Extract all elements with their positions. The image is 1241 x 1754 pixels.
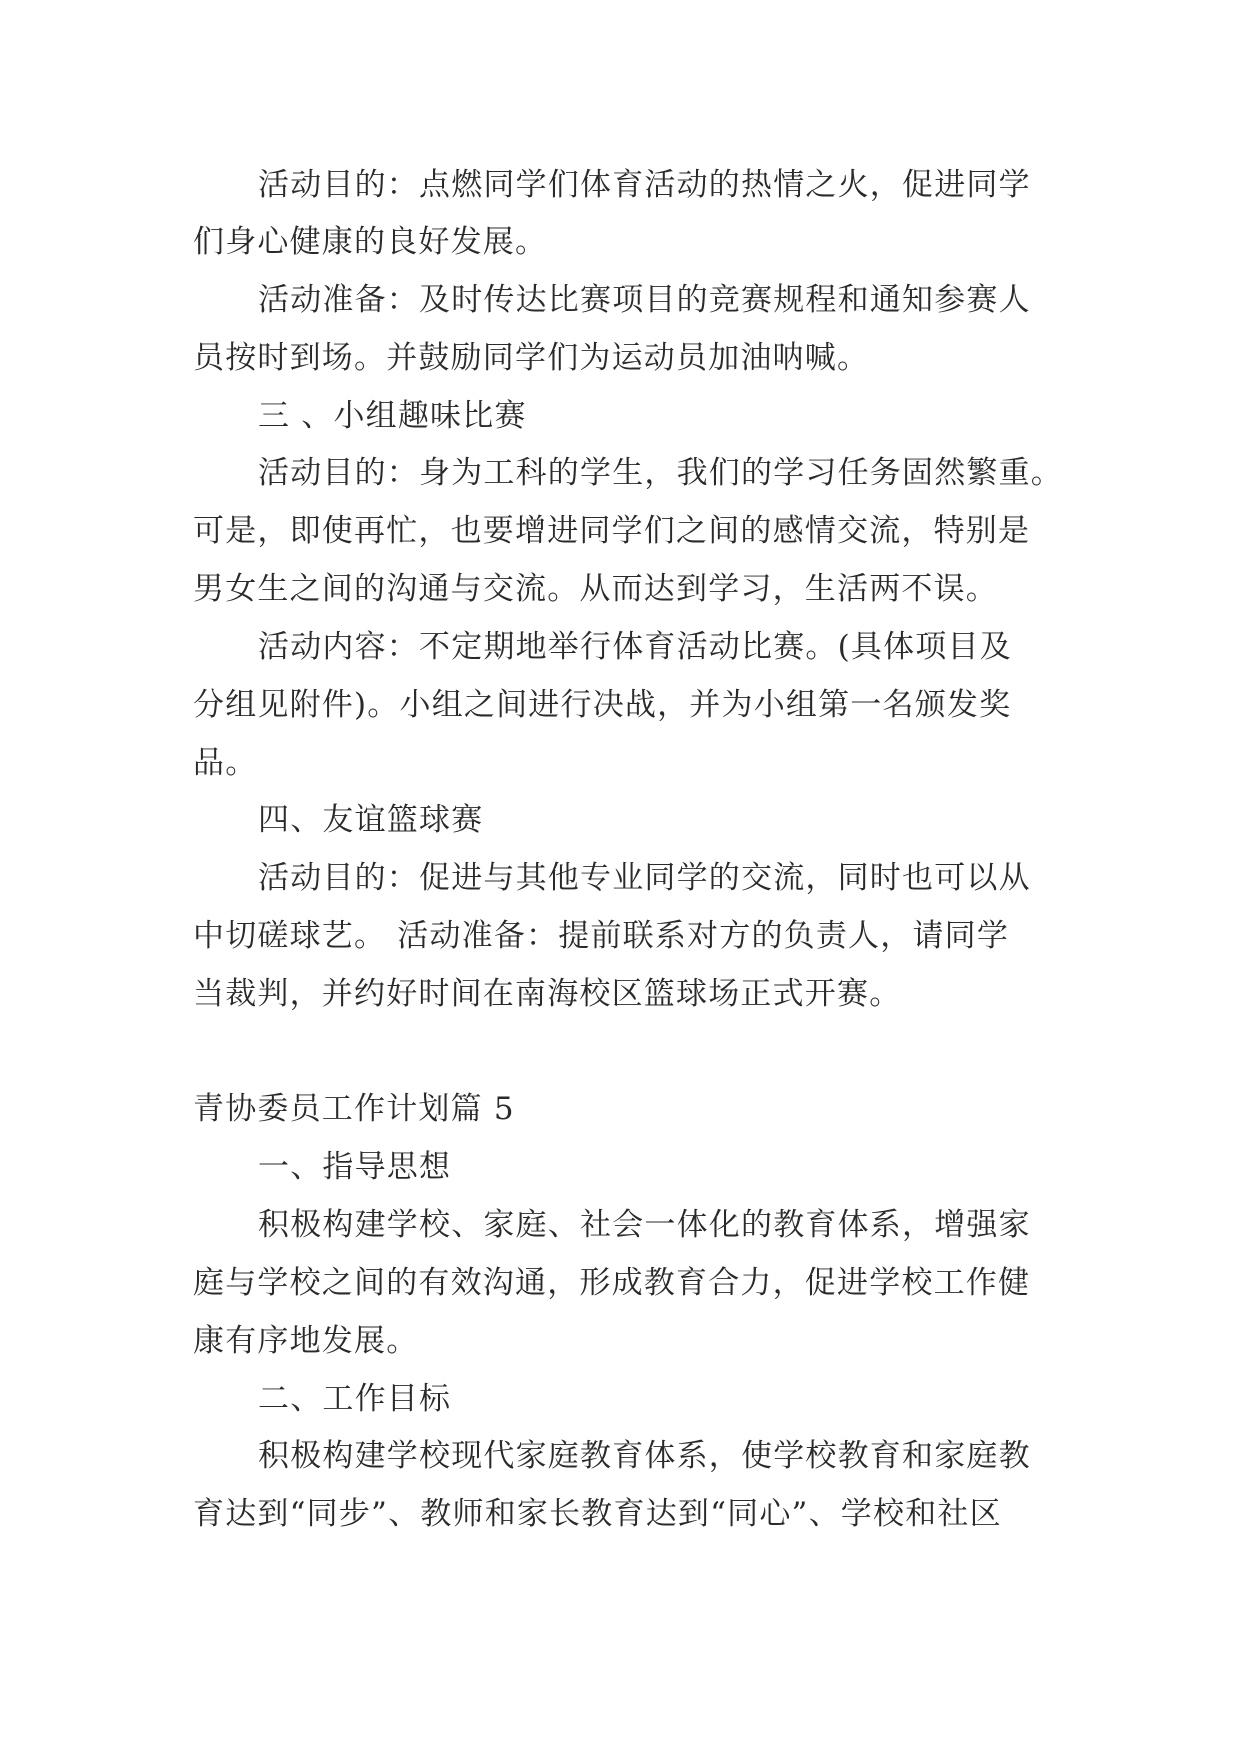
paragraph-line: 庭与学校之间的有效沟通，形成教育合力，促进学校工作健 bbox=[193, 1265, 1031, 1301]
paragraph-line: 分组见附件)。小组之间进行决战，并为小组第一名颁发奖 bbox=[193, 687, 1012, 723]
document-title: 青协委员工作计划篇 5 bbox=[193, 1091, 515, 1127]
paragraph-line: 当裁判，并约好时间在南海校区篮球场正式开赛。 bbox=[193, 976, 902, 1012]
paragraph-line: 活动目的：点燃同学们体育活动的热情之火，促进同学 bbox=[258, 167, 1031, 203]
paragraph-line: 活动准备：及时传达比赛项目的竞赛规程和通知参赛人 bbox=[258, 282, 1031, 318]
paragraph-line: 可是，即使再忙，也要增进同学们之间的感情交流，特别是 bbox=[193, 513, 1031, 549]
paragraph-line: 活动目的：促进与其他专业同学的交流，同时也可以从 bbox=[258, 860, 1031, 896]
paragraph-line: 员按时到场。并鼓励同学们为运动员加油呐喊。 bbox=[193, 340, 870, 376]
section-heading: 三 、小组趣味比赛 bbox=[258, 398, 527, 434]
paragraph-line: 康有序地发展。 bbox=[193, 1323, 419, 1359]
section-heading: 四、友谊篮球赛 bbox=[258, 802, 484, 838]
paragraph-line: 积极构建学校现代家庭教育体系，使学校教育和家庭教 bbox=[258, 1438, 1031, 1474]
paragraph-line: 积极构建学校、家庭、社会一体化的教育体系，增强家 bbox=[258, 1207, 1031, 1243]
paragraph-line: 品。 bbox=[193, 745, 258, 781]
paragraph-line: 活动内容：不定期地举行体育活动比赛。(具体项目及 bbox=[258, 629, 1012, 665]
section-heading: 二、工作目标 bbox=[258, 1381, 452, 1417]
section-heading: 一、指导思想 bbox=[258, 1149, 452, 1185]
paragraph-line: 中切磋球艺。 活动准备：提前联系对方的负责人，请同学 bbox=[193, 918, 1010, 954]
paragraph-line: 们身心健康的良好发展。 bbox=[193, 224, 548, 260]
paragraph-line: 育达到“同步”、教师和家长教育达到“同心”、学校和社区 bbox=[193, 1496, 1002, 1532]
paragraph-line: 男女生之间的沟通与交流。从而达到学习，生活两不误。 bbox=[193, 571, 998, 607]
paragraph-line: 活动目的：身为工科的学生，我们的学习任务固然繁重。 bbox=[258, 455, 1063, 491]
